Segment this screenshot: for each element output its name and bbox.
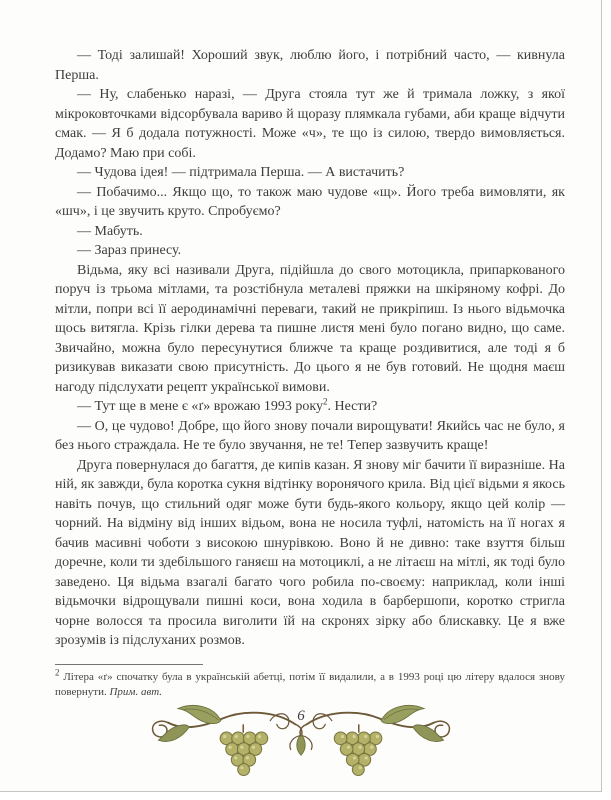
footnote-text: Літера «ґ» спочатку була в українській абетці, потім її видалили, а в 1993 році цю літеру вдалося знову повернути. <box>55 671 565 698</box>
paragraph: Відьма, яку всі називали Друга, підійшла до свого мотоцикла, припаркованого поруч із трьома мітлами, та розстібнула металеві пряжки на шкіряному кофрі. До мітли, попри всі її аеродинамічні переваги, такий не прикріпиш. Із нього відьмочка щось витягла. Крізь гілки дерева та пишне листя мені було погано видно, що саме. Звичайно, можна було пересунутися ближче та краще роздивитися, але тоді я б ризикував виказати свою присутність. До цього я не був готовий. Не щодня маєш нагоду підслухати рецепт української вимови. <box>55 262 565 395</box>
paragraph: — Тут ще в мене є «ґ» врожаю 1993 року$^2$. Нести? <box>77 396 378 414</box>
paragraph: — Тоді залишай! Хороший звук, люблю його, і потрібний часто, — кивнула Перша. <box>55 48 565 83</box>
footnote <box>55 667 565 699</box>
paragraph: — Зараз принесу. <box>77 243 182 258</box>
footnote-area <box>55 664 565 699</box>
page-text <box>55 46 565 651</box>
page-footer <box>0 700 602 792</box>
paragraph: Друга повернулася до багаття, де кипів казан. Я знову міг бачити її виразніше. На ній, як завжди, була коротка сукня відтінку воронячого крила. Від цієї відьми я якось навіть почув, що стильний одяг може бути будь-якого кольору, якщо цей колір — чорний. На відміну від інших відьом, вона не носила туфлі, натомість на її ногах я бачив масивні чоботи з високою шнурівкою. Воно й не дивно: таке взуття більш доречне, коли ти здебільшого ганяєш на мотоциклі, а не літаєш на мітлі, як тоді було заведено. Ця відьма взагалі багато чого робила по-своєму: наприклад, коли інші відьмочки відрощували пишні коси, вона ходила в барбершопи, коротко стригла чорне волосся та просила виголити їй на скронях зірку або блискавку. Це я вже зрозумів із підслуханих розмов. <box>55 457 565 648</box>
paragraph: — О, це чудово! Добре, що його знову почали вирощувати! Якийсь час не було, я без нього страждала. Не те було звучання, не те! Тепер зазвучить краще! <box>55 418 565 453</box>
paragraph: — Побачимо... Якщо що, то також маю чудове «щ». Його треба вимовляти, як «шч», і це звучить круто. Спробуємо? <box>55 184 565 219</box>
footnote-divider <box>55 664 203 665</box>
paragraph: — Чудова ідея! — підтримала Перша. — А вистачить? <box>77 165 405 180</box>
footnote-reference: 2 <box>323 396 328 407</box>
paragraph: — Ну, слабенько наразі, — Друга стояла тут же й тримала ложку, з якої мікроковточками відсорбувала вариво й щоразу плямкала губами, аби краще відчути смак. — Я б додала потужності. Може «ч», те що із силою, твердо вимовляється. Додамо? Маю при собі. <box>55 87 565 161</box>
page-number: 6 <box>297 708 305 724</box>
paragraph: — Мабуть. <box>77 223 143 239</box>
footnote-marker: 2 <box>55 667 60 678</box>
footnote-source: Прим. авт. <box>109 685 163 698</box>
